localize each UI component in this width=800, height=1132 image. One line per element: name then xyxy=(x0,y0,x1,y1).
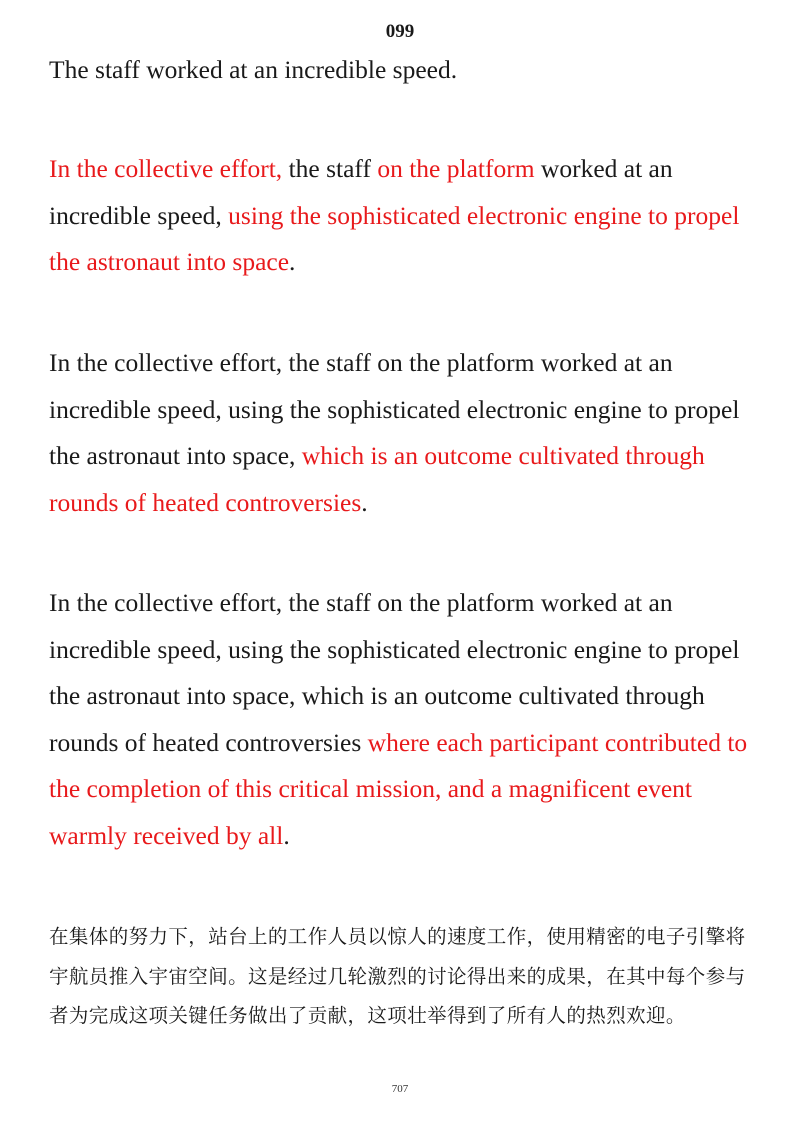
paragraph-2-segment-6: . xyxy=(289,247,296,276)
paragraph-4-segment-2-highlight: where each participant contributed to the completion of this critical mission, and a magnificent event warmly received by all xyxy=(49,727,748,850)
paragraph-3-segment-1: In the collective effort, the staff on the platform worked at an incredible speed, using the sophisticated electronic engine to propel the astronaut into space, xyxy=(49,348,740,470)
paragraph-4-segment-1: In the collective effort, the staff on the platform worked at an incredible speed, using the sophisticated electronic engine to propel the astronaut into space, which is an outcome cultivated through rounds of heated controversies xyxy=(49,588,740,757)
paragraph-2-segment-2: the staff xyxy=(282,154,378,183)
chinese-translation: 在集体的努力下，站台上的工作人员以惊人的速度工作，使用精密的电子引擎将宇航员推入宇宙空间。这是经过几轮激烈的讨论得出来的成果，在其中每个参与者为完成这项关键任务做出了贡献，这项壮举得到了所有人的热烈欢迎。 xyxy=(49,925,746,1027)
paragraph-4-segment-3: . xyxy=(283,820,290,850)
paragraph-3-segment-2-highlight: which is an outcome cultivated through rounds of heated controversies xyxy=(49,441,705,517)
sentence-number: 099 xyxy=(385,21,415,42)
paragraph-1 xyxy=(49,47,764,94)
paragraph-3-segment-3: . xyxy=(361,487,368,517)
page-number: 707 xyxy=(391,1083,409,1095)
paragraph-2-segment-5-highlight: using the sophisticated electronic engine to propel the astronaut into space xyxy=(49,200,740,276)
paragraph-2 xyxy=(49,146,764,286)
paragraph-3 xyxy=(49,340,764,526)
paragraph-2-segment-3-highlight: on the platform xyxy=(377,154,535,183)
paragraph-1-segment-1: The staff worked at an incredible speed. xyxy=(49,55,458,84)
paragraph-2-segment-4: worked at an incredible speed, xyxy=(49,154,673,230)
paragraph-2-segment-1-highlight: In the collective effort, xyxy=(49,154,283,183)
paragraph-4 xyxy=(49,580,764,859)
